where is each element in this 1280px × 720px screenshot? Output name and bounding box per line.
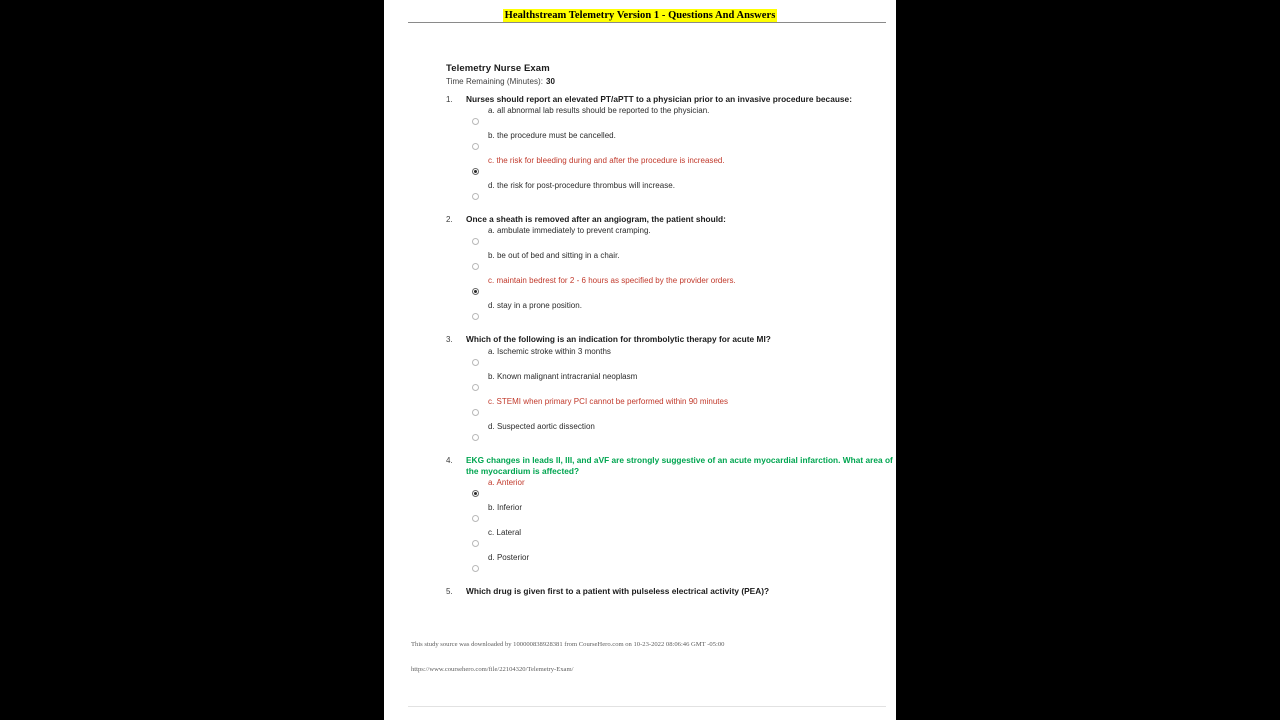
time-remaining-value: 30: [545, 77, 555, 86]
time-remaining-label: Time Remaining (Minutes):: [446, 77, 543, 86]
option-label: a. Anterior: [488, 478, 525, 488]
option-row[interactable]: [466, 300, 896, 325]
option-label: c. maintain bedrest for 2 - 6 hours as specified by the provider orders.: [488, 276, 736, 286]
question-stem: Which of the following is an indication for thrombolytic therapy for acute MI?: [466, 334, 771, 345]
option-radio-button[interactable]: [472, 565, 479, 572]
question-block: [384, 586, 896, 597]
option-label: d. the risk for post-procedure thrombus will increase.: [488, 181, 675, 191]
time-remaining: [446, 76, 866, 88]
option-label: c. Lateral: [488, 528, 522, 538]
source-url: https://www.coursehero.com/file/22104320/Telemetry-Exam/: [411, 666, 574, 673]
option-group: [466, 346, 896, 446]
question-stem: Which drug is given first to a patient with pulseless electrical activity (PEA)?: [466, 586, 770, 597]
option-row[interactable]: [466, 250, 896, 275]
question-number: 1.: [446, 95, 453, 104]
question-stem: EKG changes in leads II, III, and aVF are strongly suggestive of an acute myocardial infarction. What area of the myocardium is affected?: [466, 454, 893, 476]
option-radio-button[interactable]: [472, 238, 479, 245]
option-row[interactable]: [466, 225, 896, 250]
header-divider: [408, 22, 886, 23]
option-row[interactable]: [466, 346, 896, 371]
option-label: b. be out of bed and sitting in a chair.: [488, 251, 620, 261]
option-radio-button[interactable]: [472, 193, 479, 200]
option-radio-button[interactable]: [472, 118, 479, 125]
option-row[interactable]: [466, 552, 896, 577]
option-radio-button[interactable]: [472, 288, 479, 295]
option-label: d. Suspected aortic dissection: [488, 421, 595, 431]
option-label: c. the risk for bleeding during and after the procedure is increased.: [488, 156, 725, 166]
document-page: [384, 0, 896, 720]
option-radio-button[interactable]: [472, 515, 479, 522]
question-stem: Nurses should report an elevated PT/aPTT to a physician prior to an invasive procedure because:: [466, 94, 852, 104]
exam-header: [446, 62, 866, 88]
option-radio-button[interactable]: [472, 490, 479, 497]
option-radio-button[interactable]: [472, 409, 479, 416]
question-list: [384, 94, 896, 606]
option-label: d. stay in a prone position.: [488, 301, 582, 311]
option-row[interactable]: [466, 180, 896, 205]
option-row[interactable]: [466, 527, 896, 552]
option-row[interactable]: [466, 502, 896, 527]
page-footer: [411, 640, 881, 674]
option-label: c. STEMI when primary PCI cannot be performed within 90 minutes: [488, 396, 729, 406]
option-radio-button[interactable]: [472, 143, 479, 150]
download-note: This study source was downloaded by 100000838928381 from CourseHero.com on 10-23-2022 08:06:46 GMT -05:00: [411, 641, 725, 648]
question-stem: Once a sheath is removed after an angiogram, the patient should:: [466, 214, 726, 225]
option-row[interactable]: [466, 421, 896, 446]
option-label: a. ambulate immediately to prevent cramping.: [488, 226, 651, 236]
option-radio-button[interactable]: [472, 263, 479, 270]
option-row[interactable]: [466, 105, 896, 130]
question-number: 2.: [446, 215, 453, 225]
option-group: [466, 477, 896, 577]
option-radio-button[interactable]: [472, 313, 479, 320]
question-block: [384, 94, 896, 205]
option-label: b. Inferior: [488, 503, 523, 513]
option-row[interactable]: [466, 371, 896, 396]
question-block: [384, 334, 896, 445]
option-row[interactable]: [466, 275, 896, 300]
option-group: [466, 225, 896, 325]
option-label: d. Posterior: [488, 553, 530, 563]
question-block: [384, 455, 896, 577]
option-label: b. the procedure must be cancelled.: [488, 131, 616, 141]
option-row[interactable]: [466, 155, 896, 180]
question-number: 3.: [446, 335, 453, 345]
document-title: Healthstream Telemetry Version 1 - Questions And Answers: [504, 10, 776, 21]
option-label: a. all abnormal lab results should be reported to the physician.: [488, 106, 710, 116]
option-radio-button[interactable]: [472, 540, 479, 547]
option-radio-button[interactable]: [472, 359, 479, 366]
footer-divider: [408, 706, 886, 707]
option-row[interactable]: [466, 477, 896, 502]
question-number: 4.: [446, 455, 453, 465]
document-title-row: [384, 5, 896, 23]
option-row[interactable]: [466, 396, 896, 421]
option-row[interactable]: [466, 130, 896, 155]
exam-title: Telemetry Nurse Exam: [446, 63, 550, 74]
option-radio-button[interactable]: [472, 168, 479, 175]
option-radio-button[interactable]: [472, 434, 479, 441]
option-radio-button[interactable]: [472, 384, 479, 391]
option-label: a. Ischemic stroke within 3 months: [488, 346, 611, 356]
option-label: b. Known malignant intracranial neoplasm: [488, 371, 638, 381]
option-group: [466, 105, 896, 205]
question-block: [384, 214, 896, 325]
question-number: 5.: [446, 587, 453, 597]
